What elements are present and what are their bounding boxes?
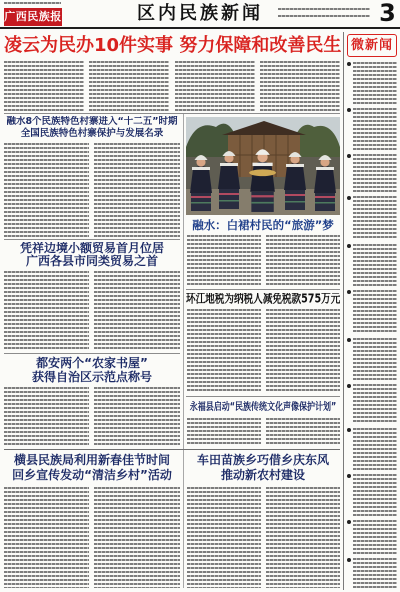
editor-credit-line	[278, 15, 370, 18]
bullet-icon	[347, 108, 351, 112]
headline-line: 凭祥边境小额贸易首月位居	[19, 242, 164, 255]
photo-caption-headline: 融水：白裙村民的“旅游”梦	[192, 218, 334, 232]
headline-line: 环江地税为纳税人减免税款575万元	[186, 293, 340, 306]
article-text	[94, 487, 180, 588]
bullet-icon	[347, 520, 351, 524]
masthead-logo: 广西民族报	[4, 8, 62, 26]
brief-item-text	[353, 474, 397, 516]
article-text	[187, 309, 261, 393]
brief-item-text	[353, 520, 397, 554]
hengxian-cleanup-headline	[4, 453, 180, 483]
section-rule	[4, 113, 340, 114]
masthead-dateline	[4, 2, 61, 5]
article-text	[4, 487, 89, 588]
photo-caption-text	[266, 235, 340, 286]
headline-line: 回乡宣传发动“清洁乡村”活动	[12, 468, 172, 482]
brief-item-text	[353, 428, 397, 470]
article-text	[4, 143, 89, 237]
article-text	[94, 271, 180, 350]
brief-item-text	[353, 196, 397, 240]
brief-item-text	[353, 290, 397, 334]
bullet-icon	[347, 384, 351, 388]
article-photo	[186, 117, 340, 215]
header-rule	[0, 27, 400, 29]
sidebar-title: 微新闻	[347, 34, 397, 57]
issue-date-line	[278, 8, 370, 11]
headline-line: 车田苗族乡巧借乡庆东风	[196, 453, 329, 467]
bullet-icon	[347, 196, 351, 200]
section-rule	[186, 289, 340, 290]
article-text	[94, 143, 180, 237]
section-rule	[4, 353, 180, 354]
article-text	[266, 487, 340, 588]
sidebar-divider	[343, 32, 344, 590]
bullet-icon	[347, 244, 351, 248]
article-text	[187, 487, 261, 588]
page-number: 3	[379, 0, 396, 27]
section-rule	[4, 449, 340, 450]
headline-line: 融水8个民族特色村寨进入“十二五”时期	[6, 116, 178, 127]
bullet-icon	[347, 154, 351, 158]
chetian-township-headline	[186, 453, 340, 483]
yongfu-culture-headline	[186, 399, 340, 414]
bullet-icon	[347, 558, 351, 562]
brief-item-text	[353, 62, 397, 104]
photo-caption-text	[187, 235, 261, 286]
bullet-icon	[347, 62, 351, 66]
brief-item-text	[353, 108, 397, 150]
brief-item-text	[353, 558, 397, 588]
lead-article-text	[260, 61, 340, 111]
headline-line: 永福县启动“民族传统文化声像保护计划”	[189, 400, 337, 413]
article-text	[187, 418, 261, 446]
pingxiang-trade-headline	[4, 242, 180, 268]
rongshui-villages-headline	[4, 116, 180, 140]
article-text	[94, 387, 180, 445]
huanjiang-tax-headline	[186, 293, 340, 306]
section-rule	[4, 239, 180, 240]
section-title: 区内民族新闻	[137, 3, 263, 24]
headline-line: 横县民族局利用新春佳节时间	[13, 453, 170, 467]
headline-line: 推动新农村建设	[220, 468, 305, 482]
headline-line: 获得自治区示范点称号	[31, 370, 152, 384]
bullet-icon	[347, 338, 351, 342]
brief-item-text	[353, 154, 397, 192]
headline-line: 全国民族特色村寨保护与发展名录	[20, 128, 164, 139]
lead-article-text	[175, 61, 255, 111]
lead-headline: 凌云为民办10件实事 努力保障和改善民生	[4, 35, 342, 56]
lead-article-text	[89, 61, 169, 111]
brief-item-text	[353, 244, 397, 286]
bullet-icon	[347, 290, 351, 294]
duan-bookhouses-headline	[4, 356, 180, 384]
lead-article-text	[4, 61, 84, 111]
article-text	[266, 418, 340, 446]
brief-item-text	[353, 338, 397, 380]
headline-line: 广西各县市同类贸易之首	[25, 254, 158, 268]
headline-line: 都安两个“农家书屋”	[36, 356, 148, 370]
bullet-icon	[347, 428, 351, 432]
brief-item-text	[353, 384, 397, 424]
section-rule	[186, 396, 340, 397]
article-text	[4, 271, 89, 350]
article-text	[4, 387, 89, 445]
column-divider	[183, 114, 184, 588]
article-text	[266, 309, 340, 393]
bullet-icon	[347, 474, 351, 478]
